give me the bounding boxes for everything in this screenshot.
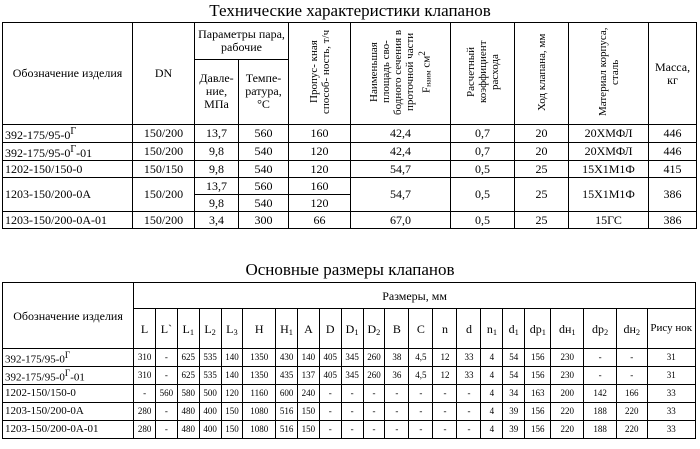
value-cell: - <box>155 349 177 367</box>
value-cell: 54 <box>503 367 525 385</box>
value-cell: 220 <box>616 403 647 421</box>
value-cell: 280 <box>134 403 156 421</box>
value-cell: 580 <box>177 385 199 403</box>
value-cell: - <box>341 421 363 439</box>
column-header: $dн_2$ <box>616 309 647 349</box>
value-cell: 54 <box>503 349 525 367</box>
value-cell: 137 <box>297 367 319 385</box>
designation-cell: $392-175/95-0^Г$ <box>3 349 134 367</box>
coefficient-cell: 0,5 <box>451 161 515 178</box>
value-cell: - <box>409 421 433 439</box>
dn-cell: 150/200 <box>133 125 195 143</box>
column-header: $L_1$ <box>177 309 199 349</box>
designation-cell: 1203-150/200-0А <box>3 178 133 212</box>
value-cell: 405 <box>319 367 341 385</box>
capacity-cell: 66 <box>289 212 351 229</box>
value-cell: 188 <box>584 403 617 421</box>
value-cell: 150 <box>297 403 319 421</box>
value-cell: 625 <box>177 367 199 385</box>
pressure-cell: 3,4 <box>195 212 239 229</box>
column-header: D <box>319 309 341 349</box>
value-cell: 240 <box>297 385 319 403</box>
stroke-cell: 20 <box>515 125 569 143</box>
value-cell: - <box>433 385 457 403</box>
mass-cell: 446 <box>649 125 697 143</box>
column-header: B <box>385 309 409 349</box>
value-cell: 230 <box>551 349 584 367</box>
value-cell: 516 <box>276 421 298 439</box>
value-cell: - <box>584 349 617 367</box>
value-cell: - <box>319 421 341 439</box>
mass-cell: 446 <box>649 143 697 161</box>
material-cell: 15Х1М1Ф <box>569 178 649 212</box>
table-row <box>3 367 696 385</box>
temperature-cell: 560 <box>239 125 289 143</box>
capacity-cell: 120 <box>289 161 351 178</box>
temperature-cell: 540 <box>239 143 289 161</box>
value-cell: 430 <box>276 349 298 367</box>
value-cell: 33 <box>647 421 695 439</box>
value-cell: - <box>319 403 341 421</box>
pressure-cell: 9,8 <box>195 195 239 212</box>
material-cell: 20ХМФЛ <box>569 143 649 161</box>
value-cell: 33 <box>647 385 695 403</box>
value-cell: 435 <box>276 367 298 385</box>
pressure-cell: 9,8 <box>195 161 239 178</box>
coefficient-cell: 0,7 <box>451 125 515 143</box>
value-cell: 625 <box>177 349 199 367</box>
value-cell: 220 <box>551 421 584 439</box>
stroke-cell: 20 <box>515 143 569 161</box>
designation-cell: $392-175/95-0^Г$ <box>3 125 133 143</box>
specs-header-flow-area: Наименьшая площадь сво- бодного сечения в проточной части $F_{наим}$ $см^2$ <box>351 23 451 125</box>
material-cell: 20ХМФЛ <box>569 125 649 143</box>
value-cell: 33 <box>457 367 481 385</box>
value-cell: - <box>155 403 177 421</box>
designation-cell: 1202-150/150-0 <box>3 161 133 178</box>
value-cell: 480 <box>177 421 199 439</box>
value-cell: 4 <box>481 421 503 439</box>
value-cell: 1080 <box>243 403 276 421</box>
dn-cell: 150/200 <box>133 212 195 229</box>
column-header: C <box>409 309 433 349</box>
value-cell: - <box>616 367 647 385</box>
column-header: $L_2$ <box>199 309 221 349</box>
value-cell: - <box>457 403 481 421</box>
value-cell: 260 <box>363 349 385 367</box>
designation-cell: $392-175/95-0^Г-01$ <box>3 367 134 385</box>
mass-cell: 415 <box>649 161 697 178</box>
column-header: L <box>134 309 156 349</box>
value-cell: - <box>363 403 385 421</box>
column-header: $dp_1$ <box>525 309 551 349</box>
value-cell: 4,5 <box>409 349 433 367</box>
column-header: $dн_1$ <box>551 309 584 349</box>
area-cell: 54,7 <box>351 178 451 212</box>
column-header: $D_2$ <box>363 309 385 349</box>
value-cell: 400 <box>199 421 221 439</box>
specs-header-stroke: Ход клапана, мм <box>515 23 569 125</box>
value-cell: 1350 <box>243 367 276 385</box>
dn-cell: 150/200 <box>133 178 195 212</box>
value-cell: 150 <box>221 421 243 439</box>
area-cell: 42,4 <box>351 125 451 143</box>
value-cell: 120 <box>221 385 243 403</box>
coefficient-cell: 0,5 <box>451 178 515 212</box>
value-cell: 156 <box>525 421 551 439</box>
value-cell: 156 <box>525 367 551 385</box>
dims-header-designation: Обозначение изделия <box>3 283 134 349</box>
designation-cell: 1203-150/200-0А <box>3 403 134 421</box>
value-cell: 31 <box>647 349 695 367</box>
area-cell: 67,0 <box>351 212 451 229</box>
value-cell: 600 <box>276 385 298 403</box>
value-cell: 310 <box>134 367 156 385</box>
value-cell: 156 <box>525 403 551 421</box>
value-cell: 140 <box>221 367 243 385</box>
column-header: $dp_2$ <box>584 309 617 349</box>
capacity-cell: 120 <box>289 143 351 161</box>
value-cell: 163 <box>525 385 551 403</box>
specs-title: Технические характеристики клапанов <box>209 1 491 20</box>
dims-title: Основные размеры клапанов <box>245 260 455 279</box>
specs-header-steam-params: Параметры пара, рабочие <box>195 23 289 60</box>
specs-table <box>2 22 697 229</box>
value-cell: 280 <box>134 421 156 439</box>
value-cell: 4 <box>481 367 503 385</box>
capacity-cell: 160 <box>289 178 351 195</box>
value-cell: 4,5 <box>409 367 433 385</box>
dn-cell: 150/150 <box>133 161 195 178</box>
value-cell: - <box>457 421 481 439</box>
specs-header-dn: DN <box>133 23 195 125</box>
value-cell: 4 <box>481 349 503 367</box>
specs-header-pressure: Давле- ние, МПа <box>195 59 239 124</box>
mass-cell: 386 <box>649 178 697 212</box>
value-cell: 230 <box>551 367 584 385</box>
value-cell: 166 <box>616 385 647 403</box>
table-row <box>3 125 697 143</box>
value-cell: - <box>155 367 177 385</box>
value-cell: - <box>363 421 385 439</box>
value-cell: - <box>385 385 409 403</box>
value-cell: 140 <box>297 349 319 367</box>
column-header: Рису нок <box>647 309 695 349</box>
column-header: n <box>433 309 457 349</box>
column-header: H <box>243 309 276 349</box>
value-cell: 4 <box>481 403 503 421</box>
designation-cell: 1202-150/150-0 <box>3 385 134 403</box>
value-cell: 345 <box>341 367 363 385</box>
value-cell: 150 <box>297 421 319 439</box>
value-cell: - <box>341 403 363 421</box>
value-cell: 1350 <box>243 349 276 367</box>
value-cell: - <box>457 385 481 403</box>
column-header: $L_3$ <box>221 309 243 349</box>
coefficient-cell: 0,7 <box>451 143 515 161</box>
specs-header-coefficient: Расчетный коэффициент расхода <box>451 23 515 125</box>
stroke-cell: 25 <box>515 178 569 212</box>
stroke-cell: 25 <box>515 212 569 229</box>
value-cell: - <box>584 367 617 385</box>
value-cell: 1160 <box>243 385 276 403</box>
value-cell: 140 <box>221 349 243 367</box>
value-cell: 560 <box>155 385 177 403</box>
table-row <box>3 143 697 161</box>
stroke-cell: 25 <box>515 161 569 178</box>
temperature-cell: 300 <box>239 212 289 229</box>
value-cell: 36 <box>385 367 409 385</box>
value-cell: - <box>385 403 409 421</box>
value-cell: - <box>385 421 409 439</box>
value-cell: 142 <box>584 385 617 403</box>
value-cell: 345 <box>341 349 363 367</box>
designation-cell: 1203-150/200-0А-01 <box>3 212 133 229</box>
designation-cell: $392-175/95-0^Г-01$ <box>3 143 133 161</box>
material-cell: 15Х1М1Ф <box>569 161 649 178</box>
value-cell: 156 <box>525 349 551 367</box>
value-cell: - <box>319 385 341 403</box>
value-cell: 535 <box>199 367 221 385</box>
value-cell: 4 <box>481 385 503 403</box>
table-row <box>3 161 697 178</box>
value-cell: 480 <box>177 403 199 421</box>
dn-cell: 150/200 <box>133 143 195 161</box>
dims-table <box>2 282 696 439</box>
area-cell: 54,7 <box>351 161 451 178</box>
column-header: $n_1$ <box>481 309 503 349</box>
column-header: $d_1$ <box>503 309 525 349</box>
value-cell: 535 <box>199 349 221 367</box>
capacity-cell: 160 <box>289 125 351 143</box>
value-cell: - <box>341 385 363 403</box>
value-cell: 220 <box>551 403 584 421</box>
value-cell: 12 <box>433 367 457 385</box>
column-header: $H_1$ <box>276 309 298 349</box>
temperature-cell: 560 <box>239 178 289 195</box>
value-cell: 33 <box>457 349 481 367</box>
value-cell: 150 <box>221 403 243 421</box>
table-row <box>3 403 696 421</box>
column-header: d <box>457 309 481 349</box>
specs-header-mass: Масса, кг <box>649 23 697 125</box>
value-cell: - <box>616 349 647 367</box>
table-row <box>3 349 696 367</box>
value-cell: 500 <box>199 385 221 403</box>
pressure-cell: 13,7 <box>195 178 239 195</box>
temperature-cell: 540 <box>239 195 289 212</box>
specs-header-capacity: Пропус- кная способ- ность, т/ч <box>289 23 351 125</box>
area-cell: 42,4 <box>351 143 451 161</box>
value-cell: 188 <box>584 421 617 439</box>
pressure-cell: 13,7 <box>195 125 239 143</box>
value-cell: 400 <box>199 403 221 421</box>
value-cell: 260 <box>363 367 385 385</box>
specs-header-temperature: Темпе- ратура, °С <box>239 59 289 124</box>
material-cell: 15ГС <box>569 212 649 229</box>
value-cell: 1080 <box>243 421 276 439</box>
value-cell: - <box>433 421 457 439</box>
designation-cell: 1203-150/200-0А-01 <box>3 421 134 439</box>
column-header: L` <box>155 309 177 349</box>
dims-header-sizes: Размеры, мм <box>134 283 696 309</box>
value-cell: 39 <box>503 403 525 421</box>
value-cell: 38 <box>385 349 409 367</box>
value-cell: 31 <box>647 367 695 385</box>
value-cell: 220 <box>616 421 647 439</box>
column-header: A <box>297 309 319 349</box>
value-cell: - <box>409 403 433 421</box>
value-cell: 310 <box>134 349 156 367</box>
value-cell: 39 <box>503 421 525 439</box>
temperature-cell: 540 <box>239 161 289 178</box>
specs-header-designation: Обозначение изделия <box>3 23 133 125</box>
value-cell: 200 <box>551 385 584 403</box>
pressure-cell: 9,8 <box>195 143 239 161</box>
mass-cell: 386 <box>649 212 697 229</box>
value-cell: 12 <box>433 349 457 367</box>
table-row <box>3 212 697 229</box>
value-cell: - <box>155 421 177 439</box>
value-cell: 516 <box>276 403 298 421</box>
value-cell: - <box>433 403 457 421</box>
value-cell: - <box>363 385 385 403</box>
table-row <box>3 178 697 195</box>
value-cell: 405 <box>319 349 341 367</box>
value-cell: 33 <box>647 403 695 421</box>
table-row <box>3 421 696 439</box>
value-cell: - <box>409 385 433 403</box>
table-row <box>3 385 696 403</box>
specs-header-material: Материал корпуса, сталь <box>569 23 649 125</box>
value-cell: 34 <box>503 385 525 403</box>
capacity-cell: 120 <box>289 195 351 212</box>
coefficient-cell: 0,5 <box>451 212 515 229</box>
column-header: $D_1$ <box>341 309 363 349</box>
value-cell: - <box>134 385 156 403</box>
